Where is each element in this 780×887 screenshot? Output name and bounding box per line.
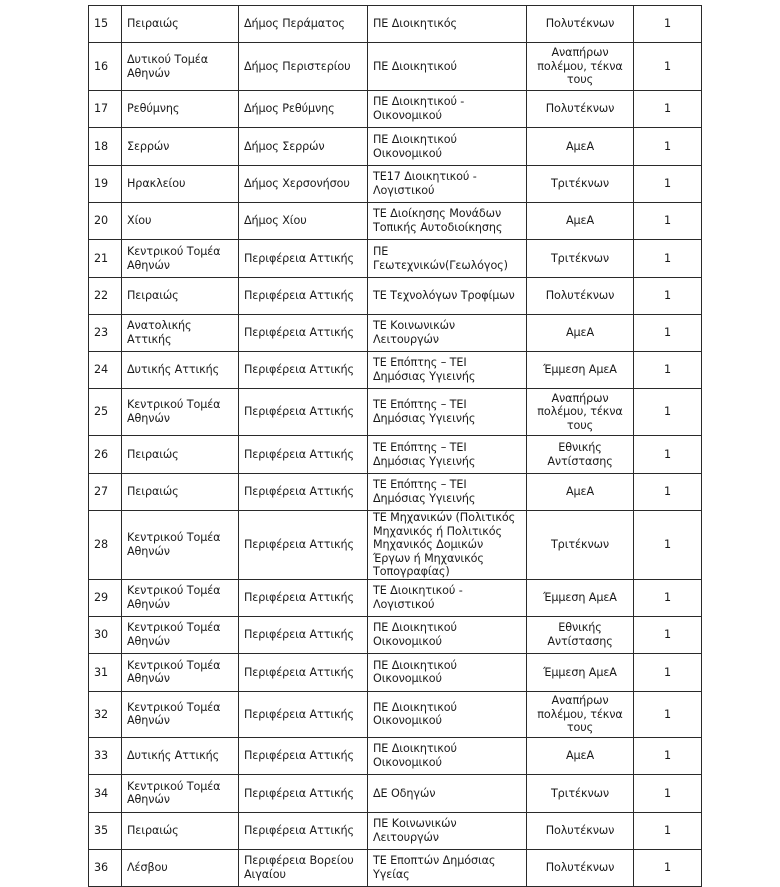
employer-body-cell: Περιφέρεια Αττικής (239, 436, 368, 474)
positions-count-cell: 1 (634, 436, 702, 474)
region-cell: Κεντρικού Τομέα Αθηνών (122, 579, 239, 616)
region-cell: Κεντρικού Τομέα Αθηνών (122, 691, 239, 737)
region-cell: Κεντρικού Τομέα Αθηνών (122, 511, 239, 580)
table-row (89, 812, 702, 849)
category-cell: Πολυτέκνων (527, 91, 634, 128)
row-number: 17 (89, 91, 122, 128)
category-cell: Πολυτέκνων (527, 812, 634, 849)
positions-count-cell: 1 (634, 774, 702, 812)
category-cell: ΑμεΑ (527, 315, 634, 352)
positions-count-cell: 1 (634, 511, 702, 580)
table-row (89, 579, 702, 616)
category-cell: Πολυτέκνων (527, 6, 634, 43)
table-row (89, 737, 702, 774)
employer-body-cell: Περιφέρεια Αττικής (239, 389, 368, 436)
category-cell: Αναπήρων πολέμου, τέκνα τους (527, 691, 634, 737)
positions-count-cell: 1 (634, 691, 702, 737)
category-cell: Εθνικής Αντίστασης (527, 436, 634, 474)
specialty-cell: ΤΕ Εποπτών Δημόσιας Υγείας (368, 849, 527, 886)
row-number: 19 (89, 166, 122, 203)
positions-count-cell: 1 (634, 240, 702, 278)
row-number: 16 (89, 43, 122, 91)
row-number: 22 (89, 278, 122, 315)
category-cell: Τριτέκνων (527, 511, 634, 580)
table-row (89, 653, 702, 691)
category-cell: Τριτέκνων (527, 774, 634, 812)
specialty-cell: ΤΕ Διοίκησης Μονάδων Τοπικής Αυτοδιοίκησης (368, 203, 527, 240)
row-number: 36 (89, 849, 122, 886)
row-number: 32 (89, 691, 122, 737)
table-row (89, 389, 702, 436)
employer-body-cell: Περιφέρεια Αττικής (239, 579, 368, 616)
table-row (89, 166, 702, 203)
row-number: 33 (89, 737, 122, 774)
positions-count-cell: 1 (634, 616, 702, 653)
positions-count-cell: 1 (634, 43, 702, 91)
positions-count-cell: 1 (634, 579, 702, 616)
region-cell: Δυτικού Τομέα Αθηνών (122, 43, 239, 91)
region-cell: Κεντρικού Τομέα Αθηνών (122, 774, 239, 812)
row-number: 15 (89, 6, 122, 43)
employer-body-cell: Δήμος Περιστερίου (239, 43, 368, 91)
positions-count-cell: 1 (634, 653, 702, 691)
row-number: 25 (89, 389, 122, 436)
specialty-cell: ΔΕ Οδηγών (368, 774, 527, 812)
row-number: 26 (89, 436, 122, 474)
row-number: 30 (89, 616, 122, 653)
specialty-cell: ΠΕ Γεωτεχνικών(Γεωλόγος) (368, 240, 527, 278)
employer-body-cell: Περιφέρεια Αττικής (239, 812, 368, 849)
row-number: 27 (89, 474, 122, 511)
table-row (89, 6, 702, 43)
positions-count-cell: 1 (634, 203, 702, 240)
employer-body-cell: Περιφέρεια Αττικής (239, 511, 368, 580)
specialty-cell: ΤΕ Επόπτης – ΤΕΙ Δημόσιας Υγιεινής (368, 352, 527, 389)
specialty-cell: ΤΕ17 Διοικητικού - Λογιστικού (368, 166, 527, 203)
positions-count-cell: 1 (634, 352, 702, 389)
positions-table (88, 5, 702, 887)
category-cell: Τριτέκνων (527, 166, 634, 203)
employer-body-cell: Περιφέρεια Αττικής (239, 653, 368, 691)
category-cell: ΑμεΑ (527, 474, 634, 511)
category-cell: Έμμεση ΑμεΑ (527, 579, 634, 616)
region-cell: Ανατολικής Αττικής (122, 315, 239, 352)
row-number: 21 (89, 240, 122, 278)
category-cell: ΑμεΑ (527, 203, 634, 240)
row-number: 18 (89, 128, 122, 166)
region-cell: Ρεθύμνης (122, 91, 239, 128)
region-cell: Δυτικής Αττικής (122, 737, 239, 774)
positions-count-cell: 1 (634, 737, 702, 774)
positions-count-cell: 1 (634, 166, 702, 203)
positions-count-cell: 1 (634, 128, 702, 166)
employer-body-cell: Περιφέρεια Αττικής (239, 474, 368, 511)
table-row (89, 691, 702, 737)
table-row (89, 43, 702, 91)
specialty-cell: ΠΕ Κοινωνικών Λειτουργών (368, 812, 527, 849)
positions-count-cell: 1 (634, 6, 702, 43)
region-cell: Λέσβου (122, 849, 239, 886)
specialty-cell: ΤΕ Τεχνολόγων Τροφίμων (368, 278, 527, 315)
positions-count-cell: 1 (634, 474, 702, 511)
positions-count-cell: 1 (634, 389, 702, 436)
employer-body-cell: Δήμος Χερσονήσου (239, 166, 368, 203)
region-cell: Κεντρικού Τομέα Αθηνών (122, 240, 239, 278)
specialty-cell: ΤΕ Κοινωνικών Λειτουργών (368, 315, 527, 352)
table-row (89, 352, 702, 389)
region-cell: Κεντρικού Τομέα Αθηνών (122, 653, 239, 691)
positions-count-cell: 1 (634, 278, 702, 315)
region-cell: Πειραιώς (122, 6, 239, 43)
specialty-cell: ΠΕ Διοικητικού Οικονομικού (368, 691, 527, 737)
table-row (89, 774, 702, 812)
specialty-cell: ΠΕ Διοικητικού - Οικονομικού (368, 91, 527, 128)
employer-body-cell: Δήμος Χίου (239, 203, 368, 240)
positions-count-cell: 1 (634, 91, 702, 128)
row-number: 20 (89, 203, 122, 240)
table-row (89, 128, 702, 166)
row-number: 23 (89, 315, 122, 352)
table-row (89, 849, 702, 886)
specialty-cell: ΠΕ Διοικητικός (368, 6, 527, 43)
region-cell: Πειραιώς (122, 474, 239, 511)
positions-count-cell: 1 (634, 812, 702, 849)
region-cell: Πειραιώς (122, 812, 239, 849)
employer-body-cell: Περιφέρεια Αττικής (239, 616, 368, 653)
employer-body-cell: Περιφέρεια Αττικής (239, 278, 368, 315)
table-row (89, 91, 702, 128)
employer-body-cell: Περιφέρεια Αττικής (239, 240, 368, 278)
region-cell: Σερρών (122, 128, 239, 166)
category-cell: Εθνικής Αντίστασης (527, 616, 634, 653)
row-number: 31 (89, 653, 122, 691)
specialty-cell: ΠΕ Διοικητικού Οικονομικού (368, 128, 527, 166)
category-cell: Έμμεση ΑμεΑ (527, 352, 634, 389)
region-cell: Πειραιώς (122, 436, 239, 474)
positions-count-cell: 1 (634, 849, 702, 886)
category-cell: Έμμεση ΑμεΑ (527, 653, 634, 691)
employer-body-cell: Περιφέρεια Αττικής (239, 737, 368, 774)
employer-body-cell: Περιφέρεια Αττικής (239, 774, 368, 812)
specialty-cell: ΤΕ Επόπτης – ΤΕΙ Δημόσιας Υγιεινής (368, 436, 527, 474)
employer-body-cell: Περιφέρεια Αττικής (239, 691, 368, 737)
region-cell: Κεντρικού Τομέα Αθηνών (122, 389, 239, 436)
employer-body-cell: Δήμος Ρεθύμνης (239, 91, 368, 128)
row-number: 29 (89, 579, 122, 616)
row-number: 34 (89, 774, 122, 812)
table-row (89, 616, 702, 653)
employer-body-cell: Περιφέρεια Αττικής (239, 352, 368, 389)
row-number: 24 (89, 352, 122, 389)
table-row (89, 315, 702, 352)
category-cell: Τριτέκνων (527, 240, 634, 278)
table-row (89, 474, 702, 511)
table-row (89, 511, 702, 580)
table-body (89, 6, 702, 887)
employer-body-cell: Δήμος Σερρών (239, 128, 368, 166)
region-cell: Δυτικής Αττικής (122, 352, 239, 389)
region-cell: Πειραιώς (122, 278, 239, 315)
table-row (89, 203, 702, 240)
category-cell: Πολυτέκνων (527, 849, 634, 886)
region-cell: Χίου (122, 203, 239, 240)
specialty-cell: ΤΕ Επόπτης – ΤΕΙ Δημόσιας Υγιεινής (368, 474, 527, 511)
category-cell: ΑμεΑ (527, 737, 634, 774)
row-number: 35 (89, 812, 122, 849)
category-cell: Πολυτέκνων (527, 278, 634, 315)
row-number: 28 (89, 511, 122, 580)
region-cell: Κεντρικού Τομέα Αθηνών (122, 616, 239, 653)
specialty-cell: ΤΕ Επόπτης – ΤΕΙ Δημόσιας Υγιεινής (368, 389, 527, 436)
specialty-cell: ΤΕ Διοικητικού - Λογιστικού (368, 579, 527, 616)
table-row (89, 278, 702, 315)
region-cell: Ηρακλείου (122, 166, 239, 203)
positions-count-cell: 1 (634, 315, 702, 352)
employer-body-cell: Περιφέρεια Βορείου Αιγαίου (239, 849, 368, 886)
specialty-cell: ΠΕ Διοικητικού (368, 43, 527, 91)
table-row (89, 436, 702, 474)
specialty-cell: ΠΕ Διοικητικού Οικονομικού (368, 616, 527, 653)
employer-body-cell: Περιφέρεια Αττικής (239, 315, 368, 352)
specialty-cell: ΠΕ Διοικητικού Οικονομικού (368, 737, 527, 774)
category-cell: Αναπήρων πολέμου, τέκνα τους (527, 389, 634, 436)
category-cell: Αναπήρων πολέμου, τέκνα τους (527, 43, 634, 91)
category-cell: ΑμεΑ (527, 128, 634, 166)
specialty-cell: ΠΕ Διοικητικού Οικονομικού (368, 653, 527, 691)
table-row (89, 240, 702, 278)
specialty-cell: ΤΕ Μηχανικών (Πολιτικός Μηχανικός ή Πολιτικός Μηχανικός Δομικών Έργων ή Μηχανικός Τοπογραφίας) (368, 511, 527, 580)
employer-body-cell: Δήμος Περάματος (239, 6, 368, 43)
